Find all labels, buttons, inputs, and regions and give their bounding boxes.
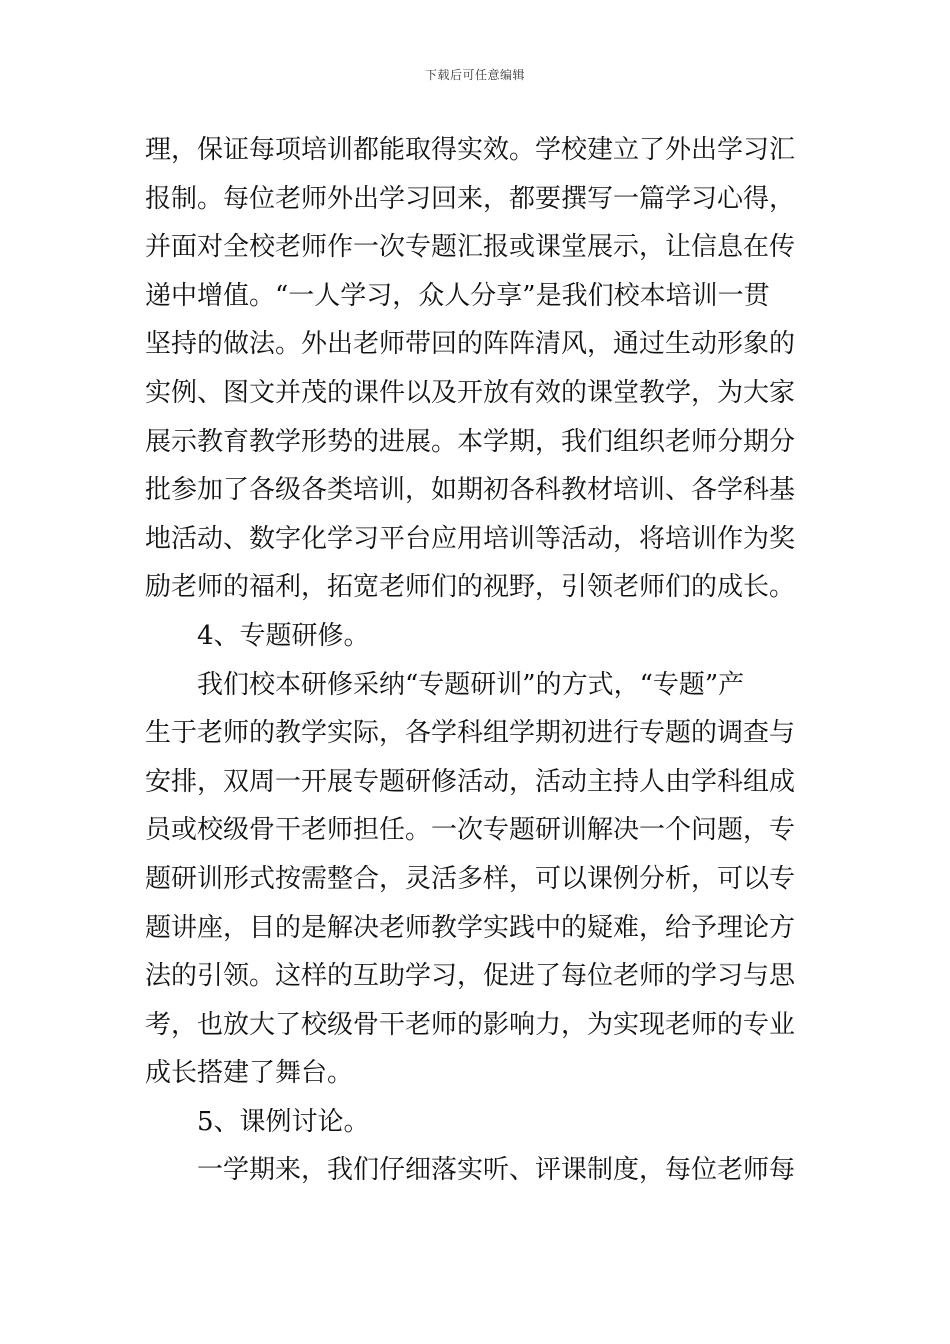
text-line: 批参加了各级各类培训，如期初各科教材培训、各学科基: [145, 475, 796, 506]
text-line: 安排，双周一开展专题研修活动，活动主持人由学科组成: [145, 766, 796, 797]
text-line: 题讲座，目的是解决老师教学实践中的疑难，给予理论方: [145, 912, 796, 943]
text-line: 4、专题研修。: [197, 620, 370, 651]
page-header-note: 下载后可任意编辑: [424, 68, 525, 82]
text-line: 递中增值。“一人学习，众人分享”是我们校本培训一贯: [145, 280, 770, 311]
text-line: 报制。每位老师外出学习回来，都要撰写一篇学习心得，: [145, 183, 796, 214]
text-line: 生于老师的教学实际，各学科组学期初进行专题的调查与: [145, 718, 796, 749]
text-line: 考，也放大了校级骨干老师的影响力，为实现老师的专业: [145, 1009, 796, 1040]
text-line: 展示教育教学形势的进展。本学期，我们组织老师分期分: [145, 426, 796, 457]
text-line: 员或校级骨干老师担任。一次专题研训解决一个问题，专: [145, 815, 796, 846]
text-line: 实例、图文并茂的课件以及开放有效的课堂教学，为大家: [145, 377, 796, 408]
document-body: [145, 126, 805, 1195]
text-line: 法的引领。这样的互助学习，促进了每位老师的学习与思: [145, 961, 796, 992]
text-line: 坚持的做法。外出老师带回的阵阵清风，通过生动形象的: [145, 329, 796, 360]
text-line: 地活动、数字化学习平台应用培训等活动，将培训作为奖: [145, 523, 796, 554]
text-line: 并面对全校老师作一次专题汇报或课堂展示，让信息在传: [145, 232, 796, 263]
text-line: 题研训形式按需整合，灵活多样，可以课例分析，可以专: [145, 863, 796, 894]
text-line: 理，保证每项培训都能取得实效。学校建立了外出学习汇: [145, 135, 796, 165]
text-line: 5、课例讨论。: [197, 1106, 370, 1137]
text-line: 成长搭建了舞台。: [145, 1058, 354, 1089]
text-line: 励老师的福利，拓宽老师们的视野，引领老师们的成长。: [145, 572, 796, 603]
text-line: 我们校本研修采纳“专题研训”的方式，“专题”产: [197, 669, 745, 700]
text-line: 一学期来，我们仔细落实听、评课制度，每位老师每: [197, 1155, 796, 1186]
